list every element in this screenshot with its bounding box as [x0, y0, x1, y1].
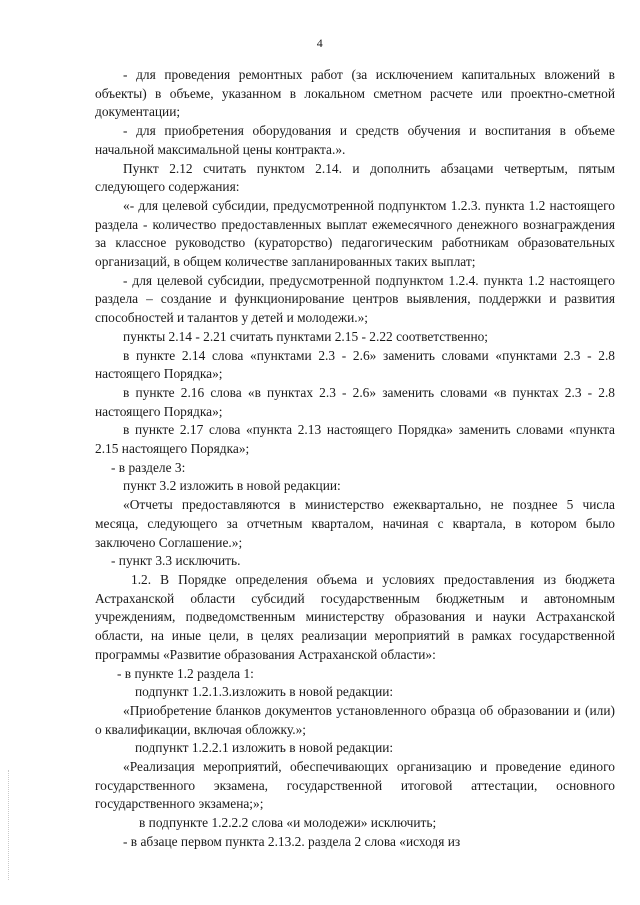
paragraph-clause-2-13-2: - в абзаце первом пункта 2.13.2. раздела 2 слова «исходя из [123, 833, 461, 849]
paragraph-repair-works: - для проведения ремонтных работ (за исключением капитальных вложений в объекты) в объеме, указанном в локальном сметном расчете или проектно-сметной документации; [95, 67, 615, 120]
paragraph-section-3: - в разделе 3: [111, 459, 186, 475]
paragraph-forms-quote: «Приобретение бланков документов установленного образца об образовании и (или) о квалификации, включая обложку.»; [95, 702, 615, 737]
paragraph-section-1-2-procedure: 1.2. В Порядке определения объема и условиях предоставления из бюджета Астраханской области субсидий государственным бюджетным и автономным учреждениям, подведомственным министерству образования и науки Астраханской области, на иные цели, в целях реализации мероприятий в рамках государственной программы «Развитие образования Астраханской области»: [95, 571, 615, 662]
paragraph-clause-3-3: - пункт 3.3 исключить. [111, 553, 241, 569]
scan-edge-mark [8, 770, 10, 880]
paragraph-subclause-1-2-2-2: в подпункте 1.2.2.2 слова «и молодежи» исключить; [139, 815, 437, 831]
paragraph-clause-2-16-words: в пункте 2.16 слова «в пунктах 2.3 - 2.6» заменить словами «в пунктах 2.3 - 2.8 настоящего Порядка»; [95, 384, 615, 419]
paragraph-clause-2-17-words: в пункте 2.17 слова «пункта 2.13 настоящего Порядка» заменить словами «пункта 2.15 настоящего Порядка»; [95, 422, 615, 457]
paragraph-subclause-1-2-1-3: подпункт 1.2.1.3.изложить в новой редакции: [135, 684, 394, 700]
paragraph-clause-2-12: Пункт 2.12 считать пунктом 2.14. и дополнить абзацами четвертым, пятым следующего содержания: [95, 160, 615, 195]
paragraph-renumber-2-14: пункты 2.14 - 2.21 считать пунктами 2.15 - 2.22 соответственно; [123, 328, 489, 344]
paragraph-clause-1-2-section-1: - в пункте 1.2 раздела 1: [117, 665, 254, 681]
paragraph-equipment-purchase: - для приобретения оборудования и средств обучения и воспитания в объеме начальной максимальной цены контракта.». [95, 123, 615, 157]
paragraph-subclause-1-2-2-1: подпункт 1.2.2.1 изложить в новой редакции: [135, 740, 394, 756]
page-number: 4 [316, 36, 324, 50]
document-body [95, 66, 615, 852]
paragraph-clause-3-2: пункт 3.2 изложить в новой редакции: [123, 478, 341, 494]
paragraph-exam-quote: «Реализация мероприятий, обеспечивающих организацию и проведение единого государственного экзамена, государственной итоговой аттестации, основного государственного экзамена;»; [95, 759, 615, 812]
paragraph-clause-2-14-words: в пункте 2.14 слова «пунктами 2.3 - 2.6» заменить словами «пунктами 2.3 - 2.8 настоящего Порядка»; [95, 347, 615, 382]
paragraph-subsidy-1-2-4: - для целевой субсидии, предусмотренной подпунктом 1.2.4. пункта 1.2 настоящего раздела – создание и функционирование центров выявления, поддержки и развития способностей и талантов у детей и молодежи.»; [95, 272, 615, 326]
paragraph-reports-quote: «Отчеты предоставляются в министерство ежеквартально, не позднее 5 числа месяца, следующего за отчетным кварталом, начиная с квартала, в котором было заключено Соглашение.»; [95, 497, 615, 550]
paragraph-subsidy-1-2-3: «- для целевой субсидии, предусмотренной подпунктом 1.2.3. пункта 1.2 настоящего раздела - количество предоставленных выплат ежемесячного денежного вознаграждения за классное руководство (кураторство) педагогическим работникам образовательных организаций, в общем количестве запланированных таких выплат; [95, 197, 615, 270]
